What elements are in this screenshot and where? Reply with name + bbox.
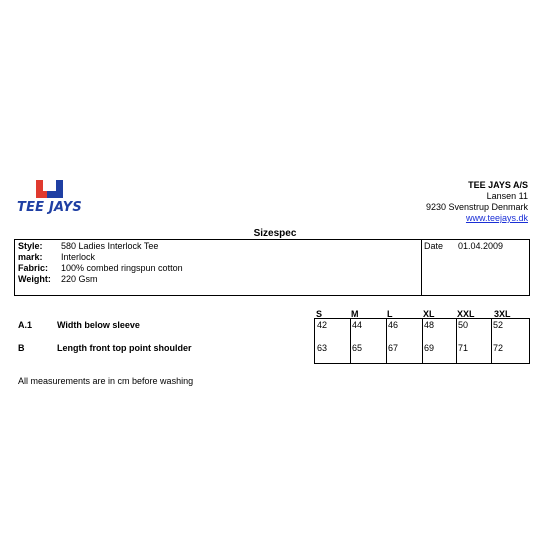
value-cell: 67: [388, 343, 399, 353]
value-cell: 65: [352, 343, 363, 353]
size-header: XL: [423, 309, 435, 319]
size-header: L: [387, 309, 393, 319]
company-street: Lansen 11: [486, 191, 528, 201]
value-cell: 42: [317, 320, 328, 330]
value-cell: 44: [352, 320, 363, 330]
measure-name: Length front top point shoulder: [57, 343, 192, 353]
value-cell: 48: [424, 320, 435, 330]
value-cell: 50: [458, 320, 469, 330]
grid-divider: [456, 319, 457, 363]
company-city: 9230 Svenstrup Denmark: [425, 202, 528, 212]
measurement-footnote: All measurements are in cm before washing: [18, 376, 194, 386]
info-value: 220 Gsm: [61, 274, 98, 284]
tee-jays-logo: [16, 178, 102, 218]
size-header: S: [316, 309, 323, 319]
measure-code: B: [18, 343, 25, 353]
info-label: Fabric:: [18, 263, 49, 273]
tee-jays-logo-graphic: [16, 178, 102, 218]
info-value: 580 Ladies Interlock Tee: [61, 241, 159, 251]
grid-divider: [350, 319, 351, 363]
value-cell: 46: [388, 320, 399, 330]
size-header: M: [351, 309, 359, 319]
value-cell: 52: [493, 320, 504, 330]
date-value: 01.04.2009: [458, 241, 504, 251]
value-cell: 72: [493, 343, 504, 353]
info-divider: [421, 240, 422, 295]
value-cell: 69: [424, 343, 435, 353]
page-title: Sizespec: [253, 228, 297, 239]
company-website-link[interactable]: www.teejays.dk: [465, 213, 528, 223]
info-value: Interlock: [61, 252, 96, 262]
info-label: Style:: [18, 241, 43, 251]
grid-divider: [386, 319, 387, 363]
value-cell: 63: [317, 343, 328, 353]
company-name: TEE JAYS A/S: [468, 180, 528, 190]
info-value: 100% combed ringspun cotton: [61, 263, 183, 273]
measure-name: Width below sleeve: [57, 320, 140, 330]
grid-divider: [422, 319, 423, 363]
info-label: Weight:: [18, 274, 51, 284]
size-header: XXL: [457, 309, 475, 319]
info-label: mark:: [18, 252, 43, 262]
measure-code: A.1: [18, 320, 33, 330]
size-header: 3XL: [494, 309, 511, 319]
company-address: [426, 180, 528, 224]
grid-divider: [491, 319, 492, 363]
svg-text:TEE JAYS: TEE JAYS: [17, 200, 82, 215]
product-info-box: [14, 239, 530, 296]
date-label: Date: [424, 241, 444, 251]
value-cell: 71: [458, 343, 469, 353]
size-values-grid: [314, 318, 530, 364]
